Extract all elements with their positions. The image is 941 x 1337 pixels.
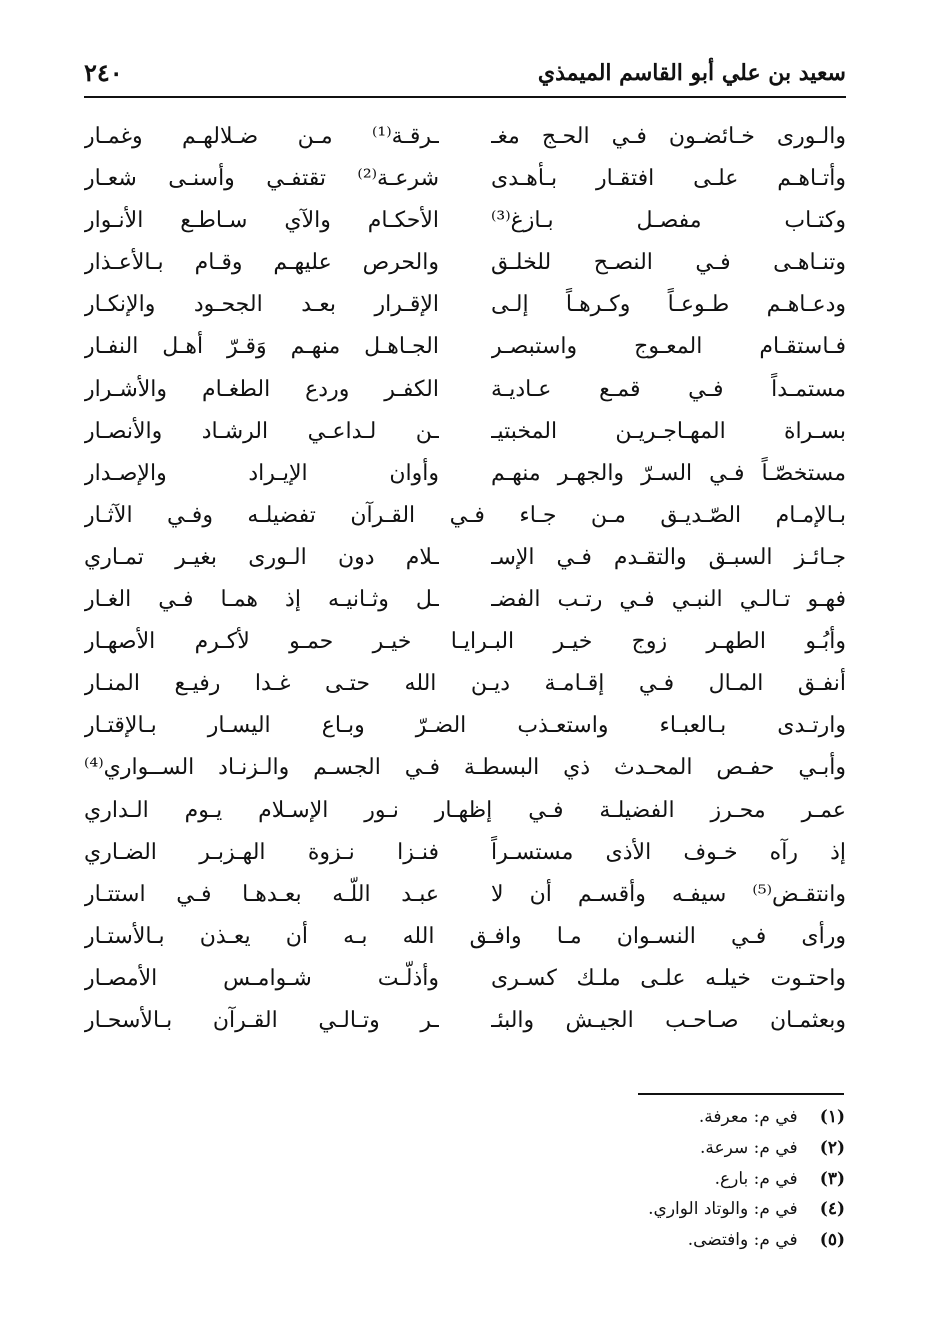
first-hemistich: ودعـاهـم طـوعـاً وكـرهـاً إلـى	[491, 292, 846, 318]
second-hemistich: الجـاهـل منهـم وَقـرّ أهـل النفـار	[84, 334, 439, 360]
first-hemistich: مستخصّـاً فـي السـرّ والجهـر منهـم	[491, 460, 846, 486]
first-hemistich: وأتـاهـم علـى افتقـار بـأهـدى	[491, 166, 846, 192]
verse-line	[84, 832, 846, 874]
second-hemistich: ـر وتـالـي القـرآن بـالأسحـار	[84, 1007, 439, 1033]
footnote-text: في م: وافتضى.	[687, 1230, 798, 1251]
verse-line	[84, 411, 846, 453]
second-hemistich: الإقـرار بعـد الجحـود والإنكـار	[84, 292, 439, 318]
full-verse: عمـر محـرز الفضيلـة فـي إظهـار نـور الإسـلام يـوم الـداري	[84, 797, 846, 823]
first-hemistich: فـاستقـام المعـوج واستبصـر	[491, 334, 846, 360]
full-verse: أنفـق المـال فـي إقـامـة ديـن الله حتـى غـدا رفيـع المنـار	[84, 671, 846, 697]
verse-line	[84, 200, 846, 242]
verse-line	[84, 284, 846, 326]
footnote-item	[445, 1164, 845, 1195]
footnote-text: في م: والوتاد الواري.	[648, 1199, 798, 1220]
verse-line	[84, 453, 846, 495]
footnote-number: (١)	[819, 1107, 845, 1127]
verse-line	[84, 326, 846, 368]
footnote-divider	[638, 1093, 844, 1095]
first-hemistich: جـائـز السبـق والتقـدم فـي الإسـ	[491, 544, 846, 570]
verse-line	[84, 1000, 846, 1042]
second-hemistich: وأذلّـت شـوامـس الأمصـار	[84, 965, 439, 991]
verse-line-full	[84, 790, 846, 832]
first-hemistich: إذ رآه خـوف الأذى مستسـراً	[491, 839, 846, 865]
full-verse: وأبُـو الطهـر زوج خيـر البـرايـا خيـر حمـو لأكـرم الأصهـار	[84, 629, 846, 655]
full-verse: بـالإمـام الصّـديـق مـن جـاء فـي القـرآن تفضيلـه وفـي الآثـار	[84, 502, 846, 528]
footnote-text: في م: سرعة.	[699, 1137, 798, 1158]
second-hemistich: والحرص عليهـم وقـام بـالأعـذار	[84, 250, 439, 276]
second-hemistich: ـل وثـانيـه إذ همـا فـي الغـار	[84, 587, 439, 613]
header-title: سعيد بن علي أبو القاسم الميمذي	[537, 60, 846, 86]
first-hemistich: وتنـاهـى فـي النصـح للخلـق	[491, 250, 846, 276]
first-hemistich: بسـراة المهـاجـريـن المخبتيـ	[491, 418, 846, 444]
second-hemistich: وأوان الإيـراد والإصـدار	[84, 460, 439, 486]
page-number: ٢٤٠	[84, 58, 123, 87]
verse-line	[84, 158, 846, 200]
verse-line-full	[84, 495, 846, 537]
verse-line	[84, 537, 846, 579]
second-hemistich: فنـزا نـزوة الهـزبـر الضـاري	[84, 839, 439, 865]
second-hemistich: الكفـر وردع الطغـام والأشـرار	[84, 376, 439, 402]
first-hemistich: وبعثمـان صـاحـب الجيـش والبئـ	[491, 1007, 846, 1033]
second-hemistich: الأحكـام والآي سـاطـع الأنـوار	[84, 208, 439, 234]
second-hemistich: شرعـة⁽²⁾ تقتفـي وأسنـى شعـار	[84, 166, 439, 192]
second-hemistich: ـرقـة⁽¹⁾ مـن ضـلالهـم وغمـار	[84, 124, 439, 149]
first-hemistich: والـورى خـائضـون فـي الحـج مغـ	[491, 124, 846, 149]
footnote-text: في م: معرفة.	[698, 1107, 798, 1127]
footnote-text: في م: بارع.	[714, 1168, 798, 1189]
first-hemistich: واحتـوت خيلـه علـى ملـك كسـرى	[491, 965, 846, 991]
verse-line	[84, 579, 846, 621]
footnote-item	[445, 1194, 845, 1225]
verse-line	[84, 369, 846, 411]
verse-line-full	[84, 705, 846, 747]
second-hemistich: ـن لـداعـي الرشـاد والأنصـار	[84, 418, 439, 444]
footnote-number: (٢)	[819, 1137, 845, 1158]
full-verse: وارتـدى بـالعبـاء واستعـذب الضـرّ وبـاع اليسـار بـالإقتـار	[84, 713, 846, 739]
footnote-item	[445, 1102, 845, 1133]
footnote-number: (٤)	[819, 1199, 845, 1220]
verse-line-full	[84, 747, 846, 789]
first-hemistich: مستمـداً فـي قمـع عـاديـة	[491, 376, 846, 402]
first-hemistich: فهـو تـالـي النبـي فـي رتـب الفضـ	[491, 587, 846, 613]
footnote-number: (٣)	[819, 1168, 845, 1189]
verse-line	[84, 958, 846, 1000]
verse-line	[84, 242, 846, 284]
second-hemistich: ـلام دون الـورى بغيـر تمـاري	[84, 544, 439, 570]
first-hemistich: وانتقـض⁽⁵⁾ سيفـه وأقسـم أن لا	[491, 881, 846, 907]
verse-line-full	[84, 916, 846, 958]
verse-line-full	[84, 663, 846, 705]
full-verse: ورأى فـي النسـوان مـا وافـق الله بـه أن يعـذن بـالأستـار	[84, 923, 846, 949]
verse-line	[84, 116, 846, 158]
verse-line	[84, 874, 846, 916]
poem-body	[84, 116, 846, 1042]
footnote-item	[445, 1133, 845, 1164]
footnote-item	[445, 1225, 845, 1256]
header-divider	[84, 96, 846, 98]
verse-line-full	[84, 621, 846, 663]
running-header	[84, 56, 846, 96]
footnotes	[445, 1102, 845, 1256]
second-hemistich: عبـد اللّـه بعـدهـا فـي استتـار	[84, 881, 439, 907]
full-verse: وأبـي حفـص المحـدث ذي البسطـة فـي الجسـم والـزنـاد الســواري⁽⁴⁾	[84, 755, 846, 781]
footnote-number: (٥)	[819, 1230, 845, 1251]
first-hemistich: وكتـاب مفصـل بـازغ⁽³⁾	[491, 208, 846, 234]
